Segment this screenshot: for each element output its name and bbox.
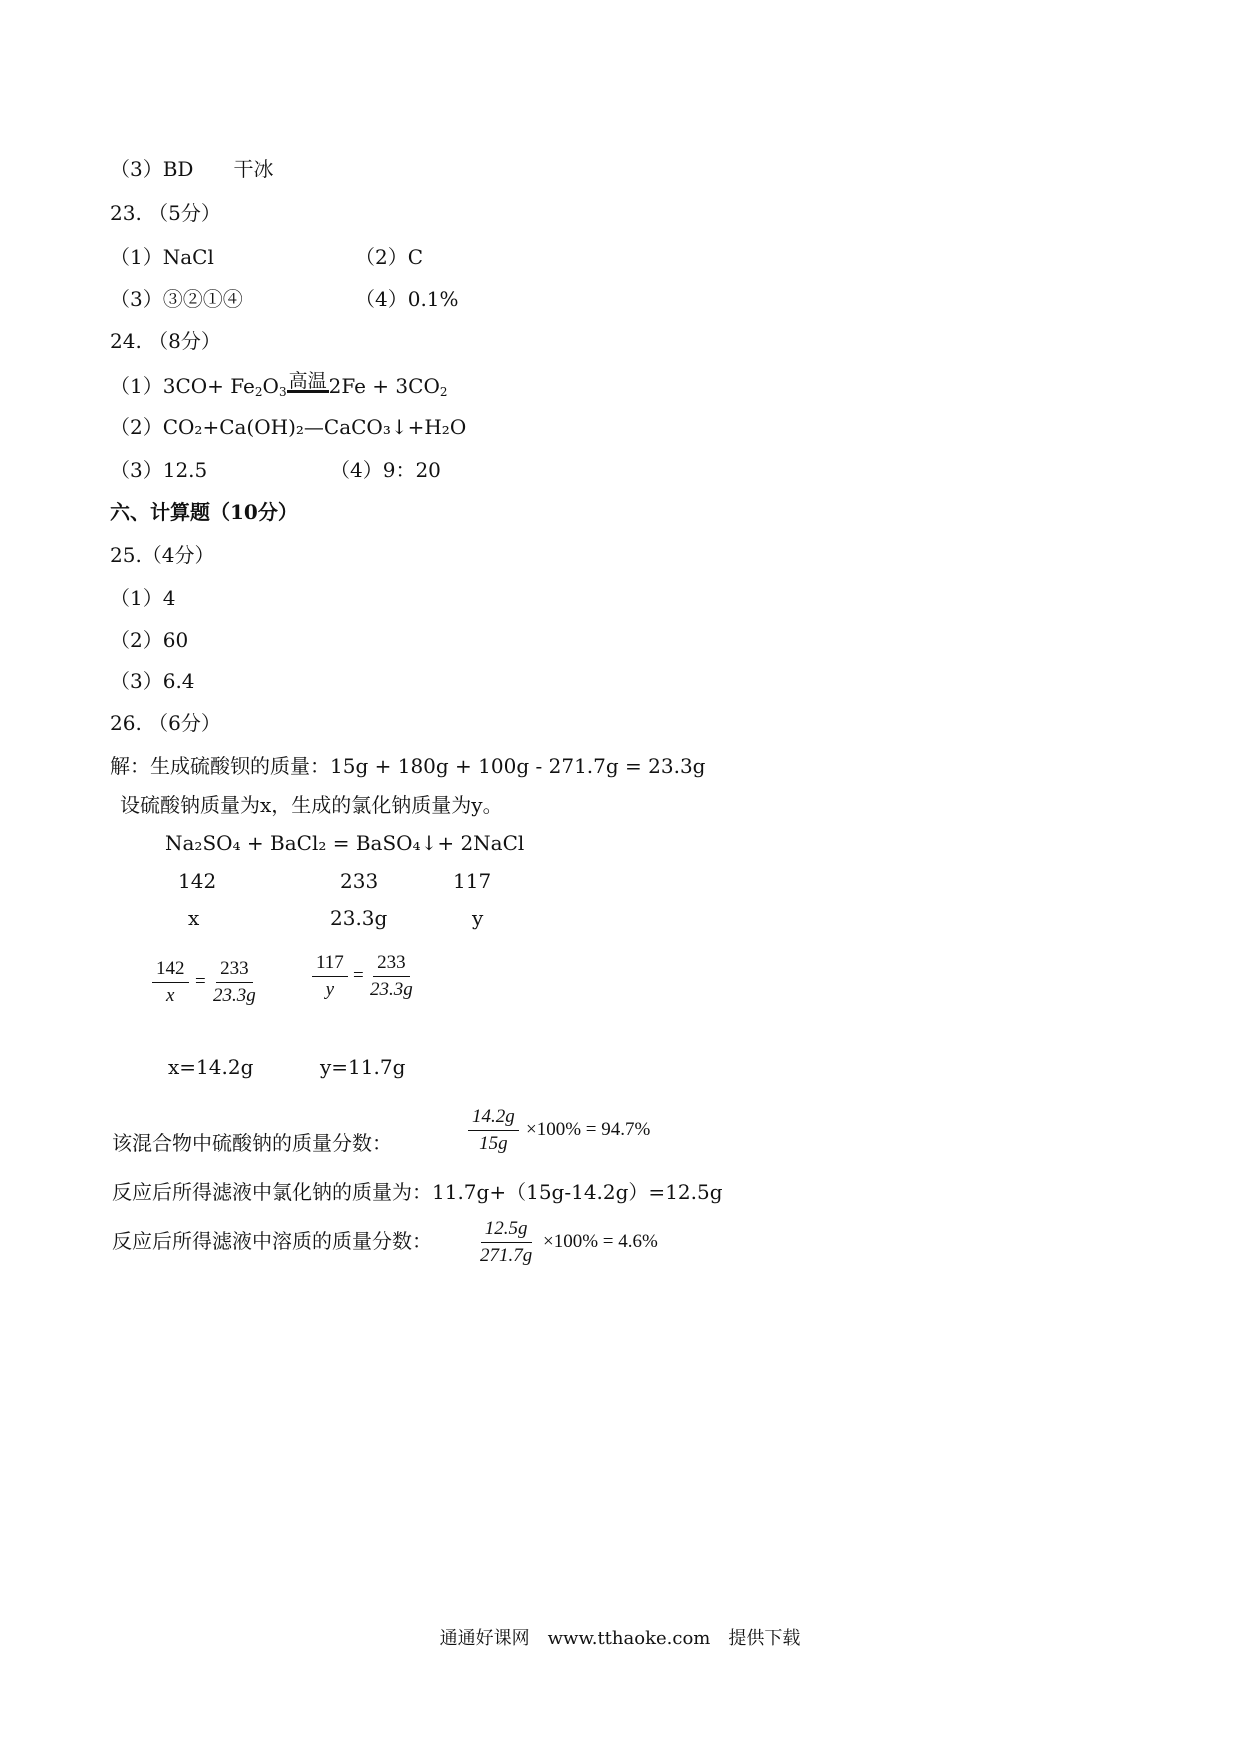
molar-mass-nacl: 117	[453, 869, 492, 893]
fraction	[152, 958, 189, 1007]
q23-part4: （4）0.1%	[355, 287, 459, 311]
fraction-numerator: 12.5g	[481, 1218, 532, 1243]
chemical-equation: Na₂SO₄ + BaCl₂ = BaSO₄↓+ 2NaCl	[165, 831, 525, 855]
subscript: 2	[254, 385, 263, 399]
fraction-denominator: y	[325, 979, 335, 1000]
fraction	[468, 1106, 519, 1155]
fraction-denominator: 271.7g	[480, 1245, 533, 1266]
fraction-denominator: 15g	[479, 1133, 508, 1154]
page-footer: 通通好课网 www.tthaoke.com 提供下载	[439, 1628, 801, 1649]
q23-part2: （2）C	[355, 245, 424, 269]
q25-part1: （1）4	[110, 586, 176, 610]
q25-part2: （2）60	[110, 628, 189, 652]
solute-fraction-result: ×100% = 4.6%	[543, 1231, 658, 1252]
reaction-condition: 高温	[288, 370, 327, 392]
solute-fraction-label: 反应后所得滤液中溶质的质量分数：	[112, 1229, 432, 1253]
unknown-y: y	[472, 906, 484, 930]
fraction-numerator: 142	[152, 958, 189, 983]
q22-part3: （3）BD 干冰	[110, 157, 274, 181]
fraction-numerator: 233	[216, 958, 253, 983]
fraction-numerator: 233	[373, 952, 410, 977]
molar-mass-na2so4: 142	[178, 869, 217, 893]
q24-part1-right: 2Fe + 3CO	[328, 374, 440, 398]
subscript: 3	[278, 385, 287, 399]
fraction	[312, 952, 348, 1001]
q23-title: 23. （5分）	[110, 201, 221, 225]
mass-fraction-label: 该混合物中硫酸钠的质量分数：	[112, 1131, 392, 1155]
q24-part2-equation: CO₂+Ca(OH)₂—CaCO₃↓+H₂O	[162, 415, 467, 439]
section-title: 六、计算题（10分）	[110, 500, 298, 524]
fraction-numerator: 14.2g	[468, 1106, 519, 1131]
mass-fraction-result: ×100% = 94.7%	[526, 1119, 651, 1140]
q23-part1: （1）NaCl	[110, 245, 214, 269]
fraction-numerator: 117	[312, 952, 348, 977]
unknown-x: x	[188, 906, 200, 930]
q26-title: 26. （6分）	[110, 711, 221, 735]
q23-part3: （3）③②①④	[110, 287, 243, 311]
q24-part3: （3）12.5	[110, 458, 208, 482]
result-x: x=14.2g	[168, 1055, 254, 1079]
known-mass: 23.3g	[330, 906, 388, 930]
q24-part1	[110, 372, 448, 405]
equals-sign: =	[195, 971, 206, 992]
nacl-mass-line: 反应后所得滤液中氯化钠的质量为：11.7g+（15g-14.2g）=12.5g	[112, 1180, 723, 1204]
q24-title: 24. （8分）	[110, 329, 221, 353]
fraction-denominator: 23.3g	[213, 985, 256, 1006]
q24-part2-label: （2）	[110, 415, 163, 439]
result-y: y=11.7g	[320, 1055, 406, 1079]
fraction	[476, 1218, 536, 1267]
molar-mass-baso4: 233	[340, 869, 379, 893]
equals-sign: =	[353, 965, 364, 986]
q24-part2	[110, 414, 466, 440]
q25-part3: （3）6.4	[110, 669, 195, 693]
subscript: 2	[439, 385, 448, 399]
q25-title: 25.（4分）	[110, 543, 215, 567]
solution-line-2: 设硫酸钠质量为x，生成的氯化钠质量为y。	[120, 793, 503, 817]
fraction	[366, 952, 417, 1001]
q24-part4: （4）9：20	[330, 458, 441, 482]
q24-part1-left: 3CO+ Fe	[162, 374, 255, 398]
q24-part1-label: （1）	[110, 374, 163, 398]
solution-line-1: 解：生成硫酸钡的质量：15g + 180g + 100g - 271.7g = 23.3g	[110, 754, 706, 778]
fraction-denominator: 23.3g	[370, 979, 413, 1000]
oxygen-symbol: O	[262, 374, 279, 398]
fraction-denominator: x	[166, 985, 175, 1006]
fraction	[209, 958, 260, 1007]
